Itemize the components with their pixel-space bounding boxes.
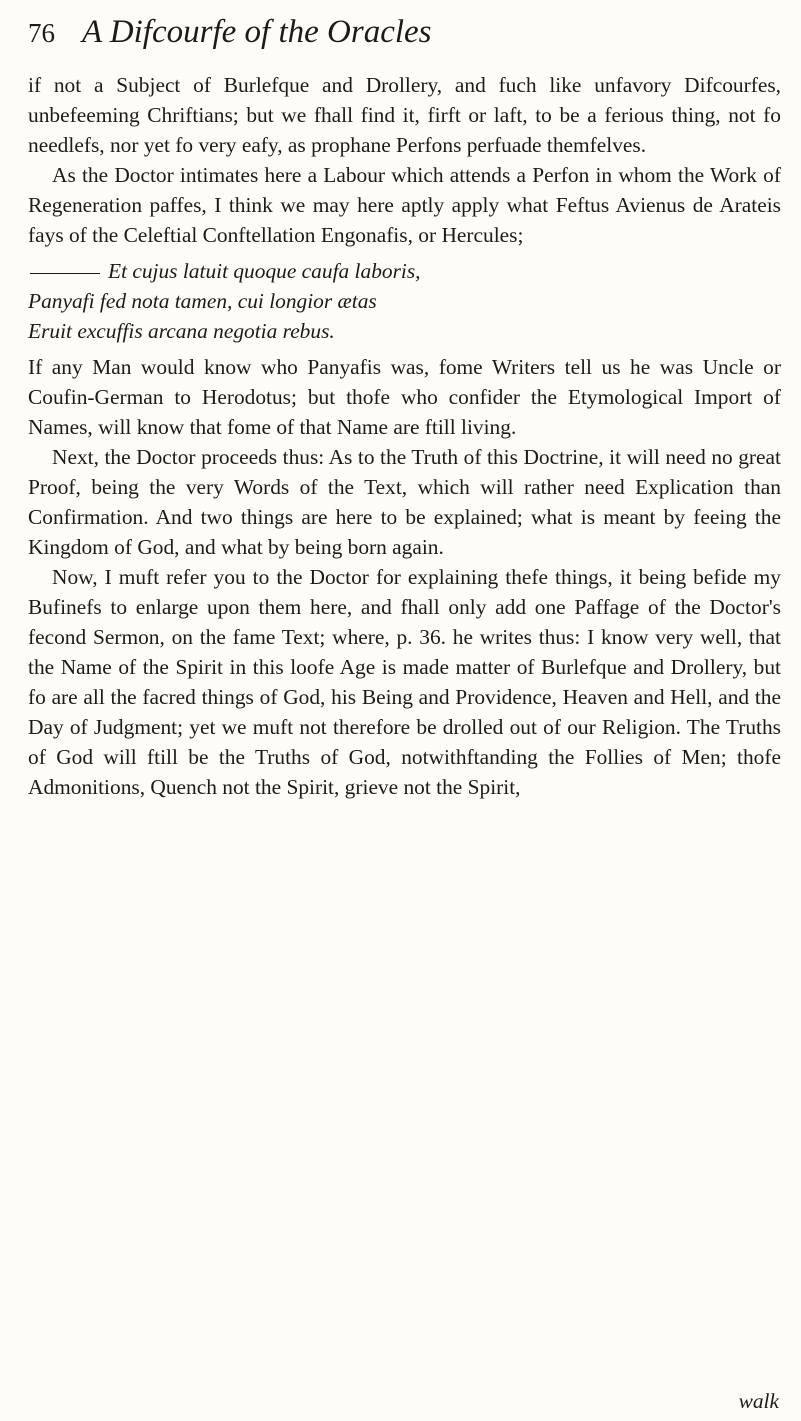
paragraph-3: If any Man would know who Panyafis was, fome Writers tell us he was Uncle or Coufin-German to Herodotus; but thofe who confider the Etymological Import of Names, will know that fome of that Name are ftill living. (28, 355, 781, 439)
verse-line-1: Et cujus latuit quoque caufa laboris, (28, 256, 781, 286)
em-dash-rule (30, 273, 100, 274)
paragraph-2: As the Doctor intimates here a Labour which attends a Perfon in whom the Work of Regeneration paffes, I think we may here aptly apply what Feftus Avienus de Arateis fays of the Celeftial Conftellation Engonafis, or Hercules; (28, 163, 781, 247)
paragraph-4: Next, the Doctor proceeds thus: As to the Truth of this Doctrine, it will need no great Proof, being the very Words of the Text, which will rather need Explication than Confirmation. And two things are here to be explained; what is meant by feeing the Kingdom of God, and what by being born again. (28, 445, 781, 559)
page-number: 76 (28, 18, 55, 48)
paragraph-5: Now, I muft refer you to the Doctor for explaining thefe things, it being befide my Bufinefs to enlarge upon them here, and fhall only add one Paffage of the Doctor's fecond Sermon, on the fame Text; where, p. 36. he writes thus: I know very well, that the Name of the Spirit in this loofe Age is made matter of Burlefque and Drollery, but fo are all the facred things of God, his Being and Providence, Heaven and Hell, and the Day of Judgment; yet we muft not therefore be drolled out of our Religion. The Truths of God will ftill be the Truths of God, notwithftanding the Follies of Men; thofe Admonitions, Quench not the Spirit, grieve not the Spirit, (28, 565, 781, 799)
running-title: A Difcourfe of the Oracles (82, 14, 432, 50)
verse-line-3: Eruit excuffis arcana negotia rebus. (28, 319, 335, 343)
catchword: walk (738, 1389, 779, 1413)
latin-verse (28, 256, 781, 346)
verse-line-2: Panyafi fed nota tamen, cui longior ætas (28, 289, 377, 313)
paragraph-1: if not a Subject of Burlefque and Drollery, and fuch like unfavory Difcourfes, unbefeeming Chriftians; but we fhall find it, firft or laft, to be a ferious thing, not fo needlefs, nor yet fo very eafy, as prophane Perfons perfuade themfelves. (28, 73, 781, 157)
running-head (28, 14, 781, 70)
